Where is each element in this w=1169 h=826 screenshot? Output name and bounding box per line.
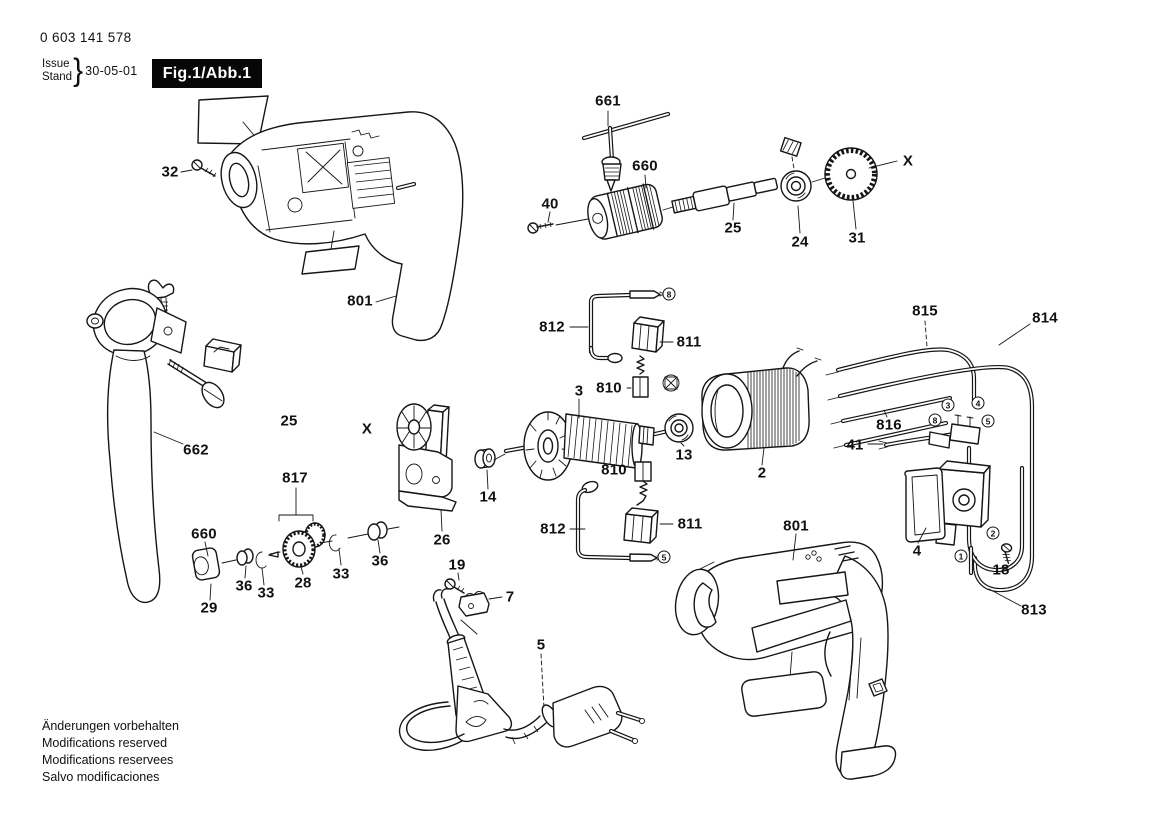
part-label: 25 (280, 412, 298, 430)
part-label: X (902, 152, 914, 170)
note-en: Modifications reserved (42, 736, 168, 750)
part-label: 28 (294, 574, 312, 592)
figure-title: Fig.1/Abb.1 (162, 64, 252, 82)
terminal-number: 5 (982, 415, 995, 428)
part-label: 31 (848, 229, 866, 247)
part-label: 812 (539, 318, 565, 336)
part-label: 13 (675, 446, 693, 464)
part-label: 810 (601, 461, 627, 479)
field-stator-drawing (702, 348, 821, 450)
part-label: 26 (433, 531, 451, 549)
part-label: 3 (574, 382, 584, 400)
note-es: Salvo modificaciones (42, 770, 160, 784)
part-label: 4 (912, 542, 922, 560)
gear-31-drawing (812, 148, 897, 200)
revision-notes (42, 718, 179, 786)
part-label: 810 (596, 379, 622, 397)
part-label: 662 (183, 441, 209, 459)
gear-cluster-drawing (192, 522, 399, 581)
part-label: 32 (161, 163, 179, 181)
spindle-drawing (663, 175, 779, 216)
part-label: 29 (200, 599, 218, 617)
part-label: 801 (347, 292, 373, 310)
part-label: 7 (505, 588, 515, 606)
bearing-24-drawing (781, 138, 811, 201)
terminal-number: 4 (972, 397, 985, 410)
motor-housing-outer-drawing (671, 542, 896, 779)
terminal-number: 8 (663, 288, 676, 301)
part-label: 24 (791, 233, 809, 251)
document-number: 0 603 141 578 (40, 30, 132, 45)
terminal-number: 5 (658, 551, 671, 564)
part-label: 40 (541, 195, 559, 213)
part-label: 33 (257, 584, 275, 602)
issue-label: Issue (42, 58, 70, 70)
part-label: 36 (371, 552, 389, 570)
aux-handle-drawing (85, 279, 241, 602)
part-label: 813 (1021, 601, 1047, 619)
motor-housing-inner-drawing (198, 96, 463, 340)
screw-32-drawing (192, 160, 216, 177)
part-label: X (361, 420, 373, 438)
part-label: 811 (676, 333, 702, 351)
part-label: 815 (912, 302, 938, 320)
bearing-13-drawing (665, 414, 693, 442)
brace-glyph: } (73, 53, 84, 88)
part-label: 801 (783, 517, 809, 535)
part-label: 660 (632, 157, 658, 175)
part-label: 18 (992, 561, 1010, 579)
part-label: 816 (876, 416, 902, 434)
part-label: 33 (332, 565, 350, 583)
part-label: 814 (1032, 309, 1058, 327)
power-cord-drawing (400, 579, 645, 750)
part-label: 2 (757, 464, 767, 482)
part-label: 5 (536, 636, 546, 654)
terminal-number: 2 (987, 527, 1000, 540)
note-fr: Modifications reservees (42, 753, 174, 767)
part-label: 812 (540, 520, 566, 538)
stand-label: Stand (42, 71, 73, 83)
note-de: Änderungen vorbehalten (42, 719, 179, 733)
issue-date: 30-05-01 (85, 64, 138, 78)
part-label: 25 (724, 219, 742, 237)
part-label: 660 (191, 525, 217, 543)
part-label: 36 (235, 577, 253, 595)
part-label: 19 (448, 556, 466, 574)
part-label: 817 (282, 469, 308, 487)
terminal-number: 1 (955, 550, 968, 563)
part-label: 14 (479, 488, 497, 506)
part-label: 661 (595, 92, 621, 110)
part-label: 811 (677, 515, 703, 533)
part-label: 41 (846, 436, 864, 454)
chuck-drawing (584, 182, 665, 243)
screw-40-drawing (528, 219, 588, 233)
terminal-number: 3 (942, 399, 955, 412)
terminal-number: 8 (929, 414, 942, 427)
